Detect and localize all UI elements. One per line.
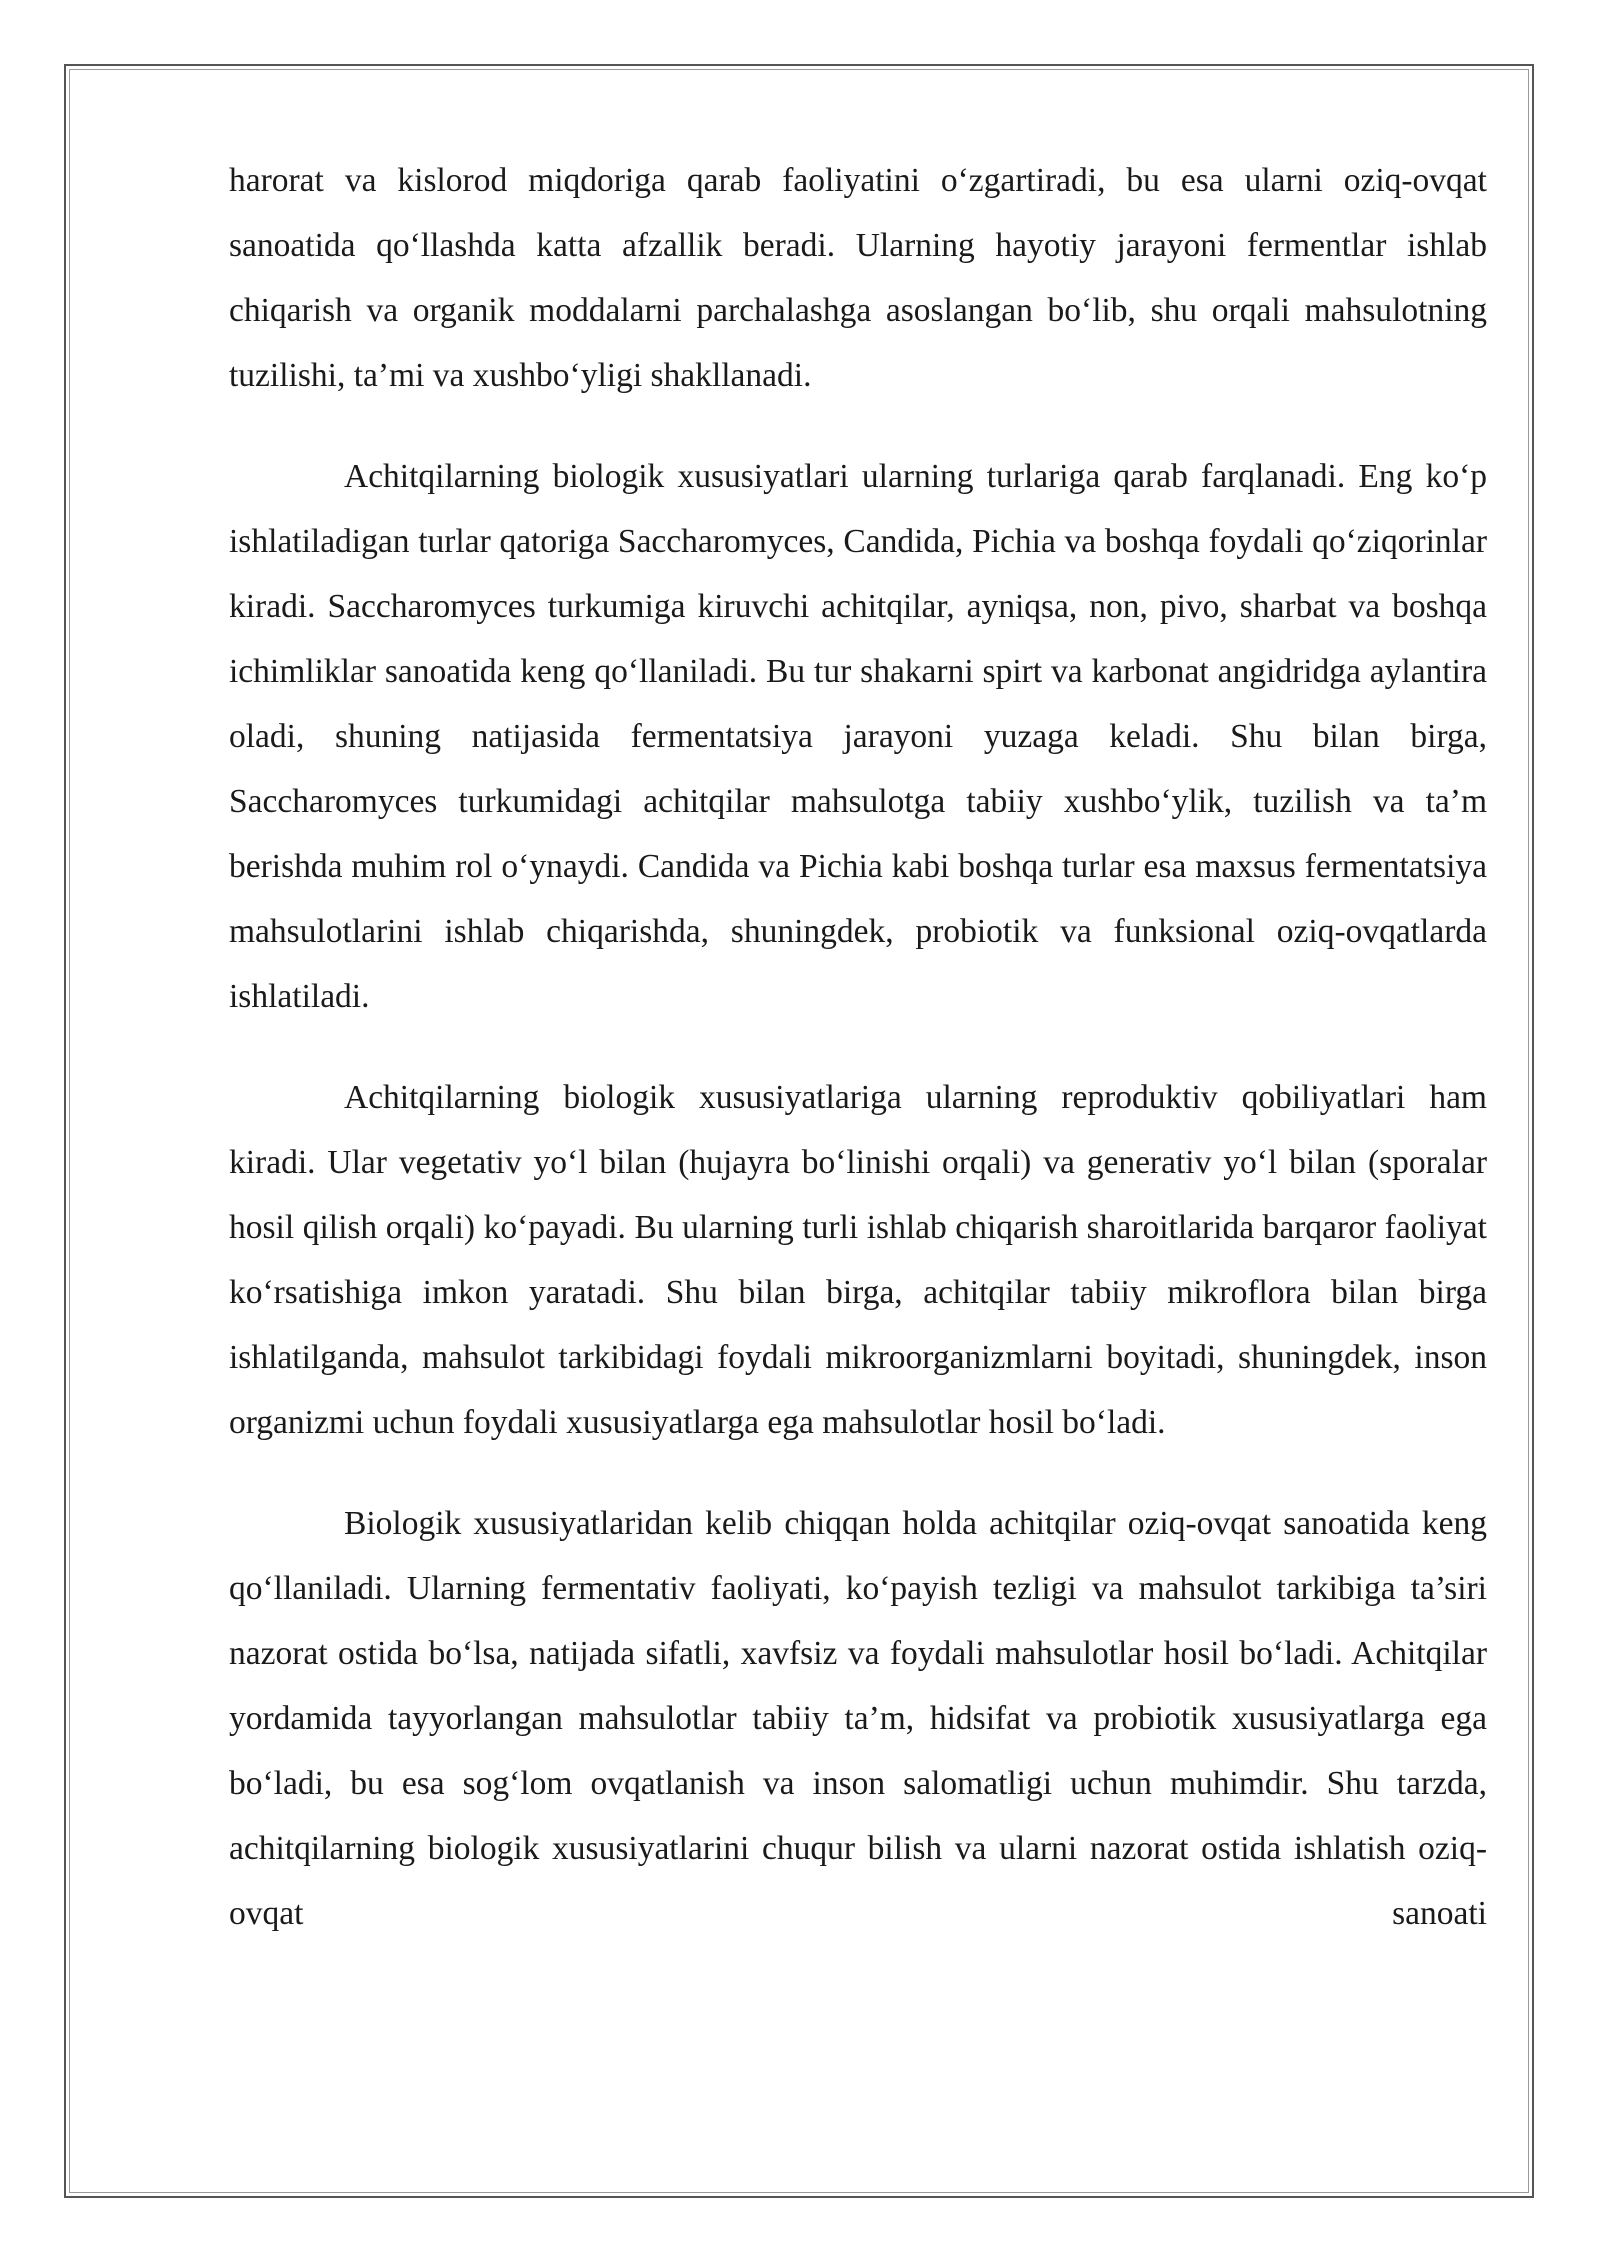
paragraph-industry-use: Biologik xususiyatlaridan kelib chiqqan holda achitqilar oziq-ovqat sanoatida keng qo‘llaniladi. Ularning fermentativ faoliyati, ko‘payish tezligi va mahsulot tarkibiga ta’siri nazorat ostida bo‘lsa, natijada sifatli, xavfsiz va foydali mahsulotlar hosil bo‘ladi. Achitqilar yordamida tayyorlangan mahsulotlar tabiiy ta’m, hidsifat va probiotik xususiyatlarga ega bo‘ladi, bu esa sog‘lom ovqatlanish va inson salomatligi uchun muhimdir. Shu tarzda, achitqilarning biologik xususiyatlarini chuqur bilish va ularni nazorat ostida ishlatish oziq-ovqat sanoati [229, 1505, 1487, 1932]
paragraph-continuation: harorat va kislorod miqdoriga qarab faoliyatini o‘zgartiradi, bu esa ularni oziq-ovqat sanoatida qo‘llashda katta afzallik beradi. Ularning hayotiy jarayoni fermentlar ishlab chiqarish va organik moddalarni parchalashga asoslangan bo‘lib, shu orqali mahsulotning tuzilishi, ta’mi va xushbo‘yligi shakllanadi. [229, 162, 1487, 394]
document-body [229, 148, 1487, 1982]
paragraph-yeast-species: Achitqilarning biologik xususiyatlari ularning turlariga qarab farqlanadi. Eng ko‘p ishlatiladigan turlar qatoriga Saccharomyces, Candida, Pichia va boshqa foydali qo‘ziqorinlar kiradi. Saccharomyces turkumiga kiruvchi achitqilar, ayniqsa, non, pivo, sharbat va boshqa ichimliklar sanoatida keng qo‘llaniladi. Bu tur shakarni spirt va karbonat angidridga aylantira oladi, shuning natijasida fermentatsiya jarayoni yuzaga keladi. Shu bilan birga, Saccharomyces turkumidagi achitqilar mahsulotga tabiiy xushbo‘ylik, tuzilish va ta’m berishda muhim rol o‘ynaydi. Candida va Pichia kabi boshqa turlar esa maxsus fermentatsiya mahsulotlarini ishlab chiqarishda, shuningdek, probiotik va funksional oziq-ovqatlarda ishlatiladi. [229, 458, 1487, 1015]
paragraph-reproduction: Achitqilarning biologik xususiyatlariga ularning reproduktiv qobiliyatlari ham kiradi. Ular vegetativ yo‘l bilan (hujayra bo‘linishi orqali) va generativ yo‘l bilan (sporalar hosil qilish orqali) ko‘payadi. Bu ularning turli ishlab chiqarish sharoitlarida barqaror faoliyat ko‘rsatishiga imkon yaratadi. Shu bilan birga, achitqilar tabiiy mikroflora bilan birga ishlatilganda, mahsulot tarkibidagi foydali mikroorganizmlarni boyitadi, shuningdek, inson organizmi uchun foydali xususiyatlarga ega mahsulotlar hosil bo‘ladi. [229, 1079, 1487, 1441]
